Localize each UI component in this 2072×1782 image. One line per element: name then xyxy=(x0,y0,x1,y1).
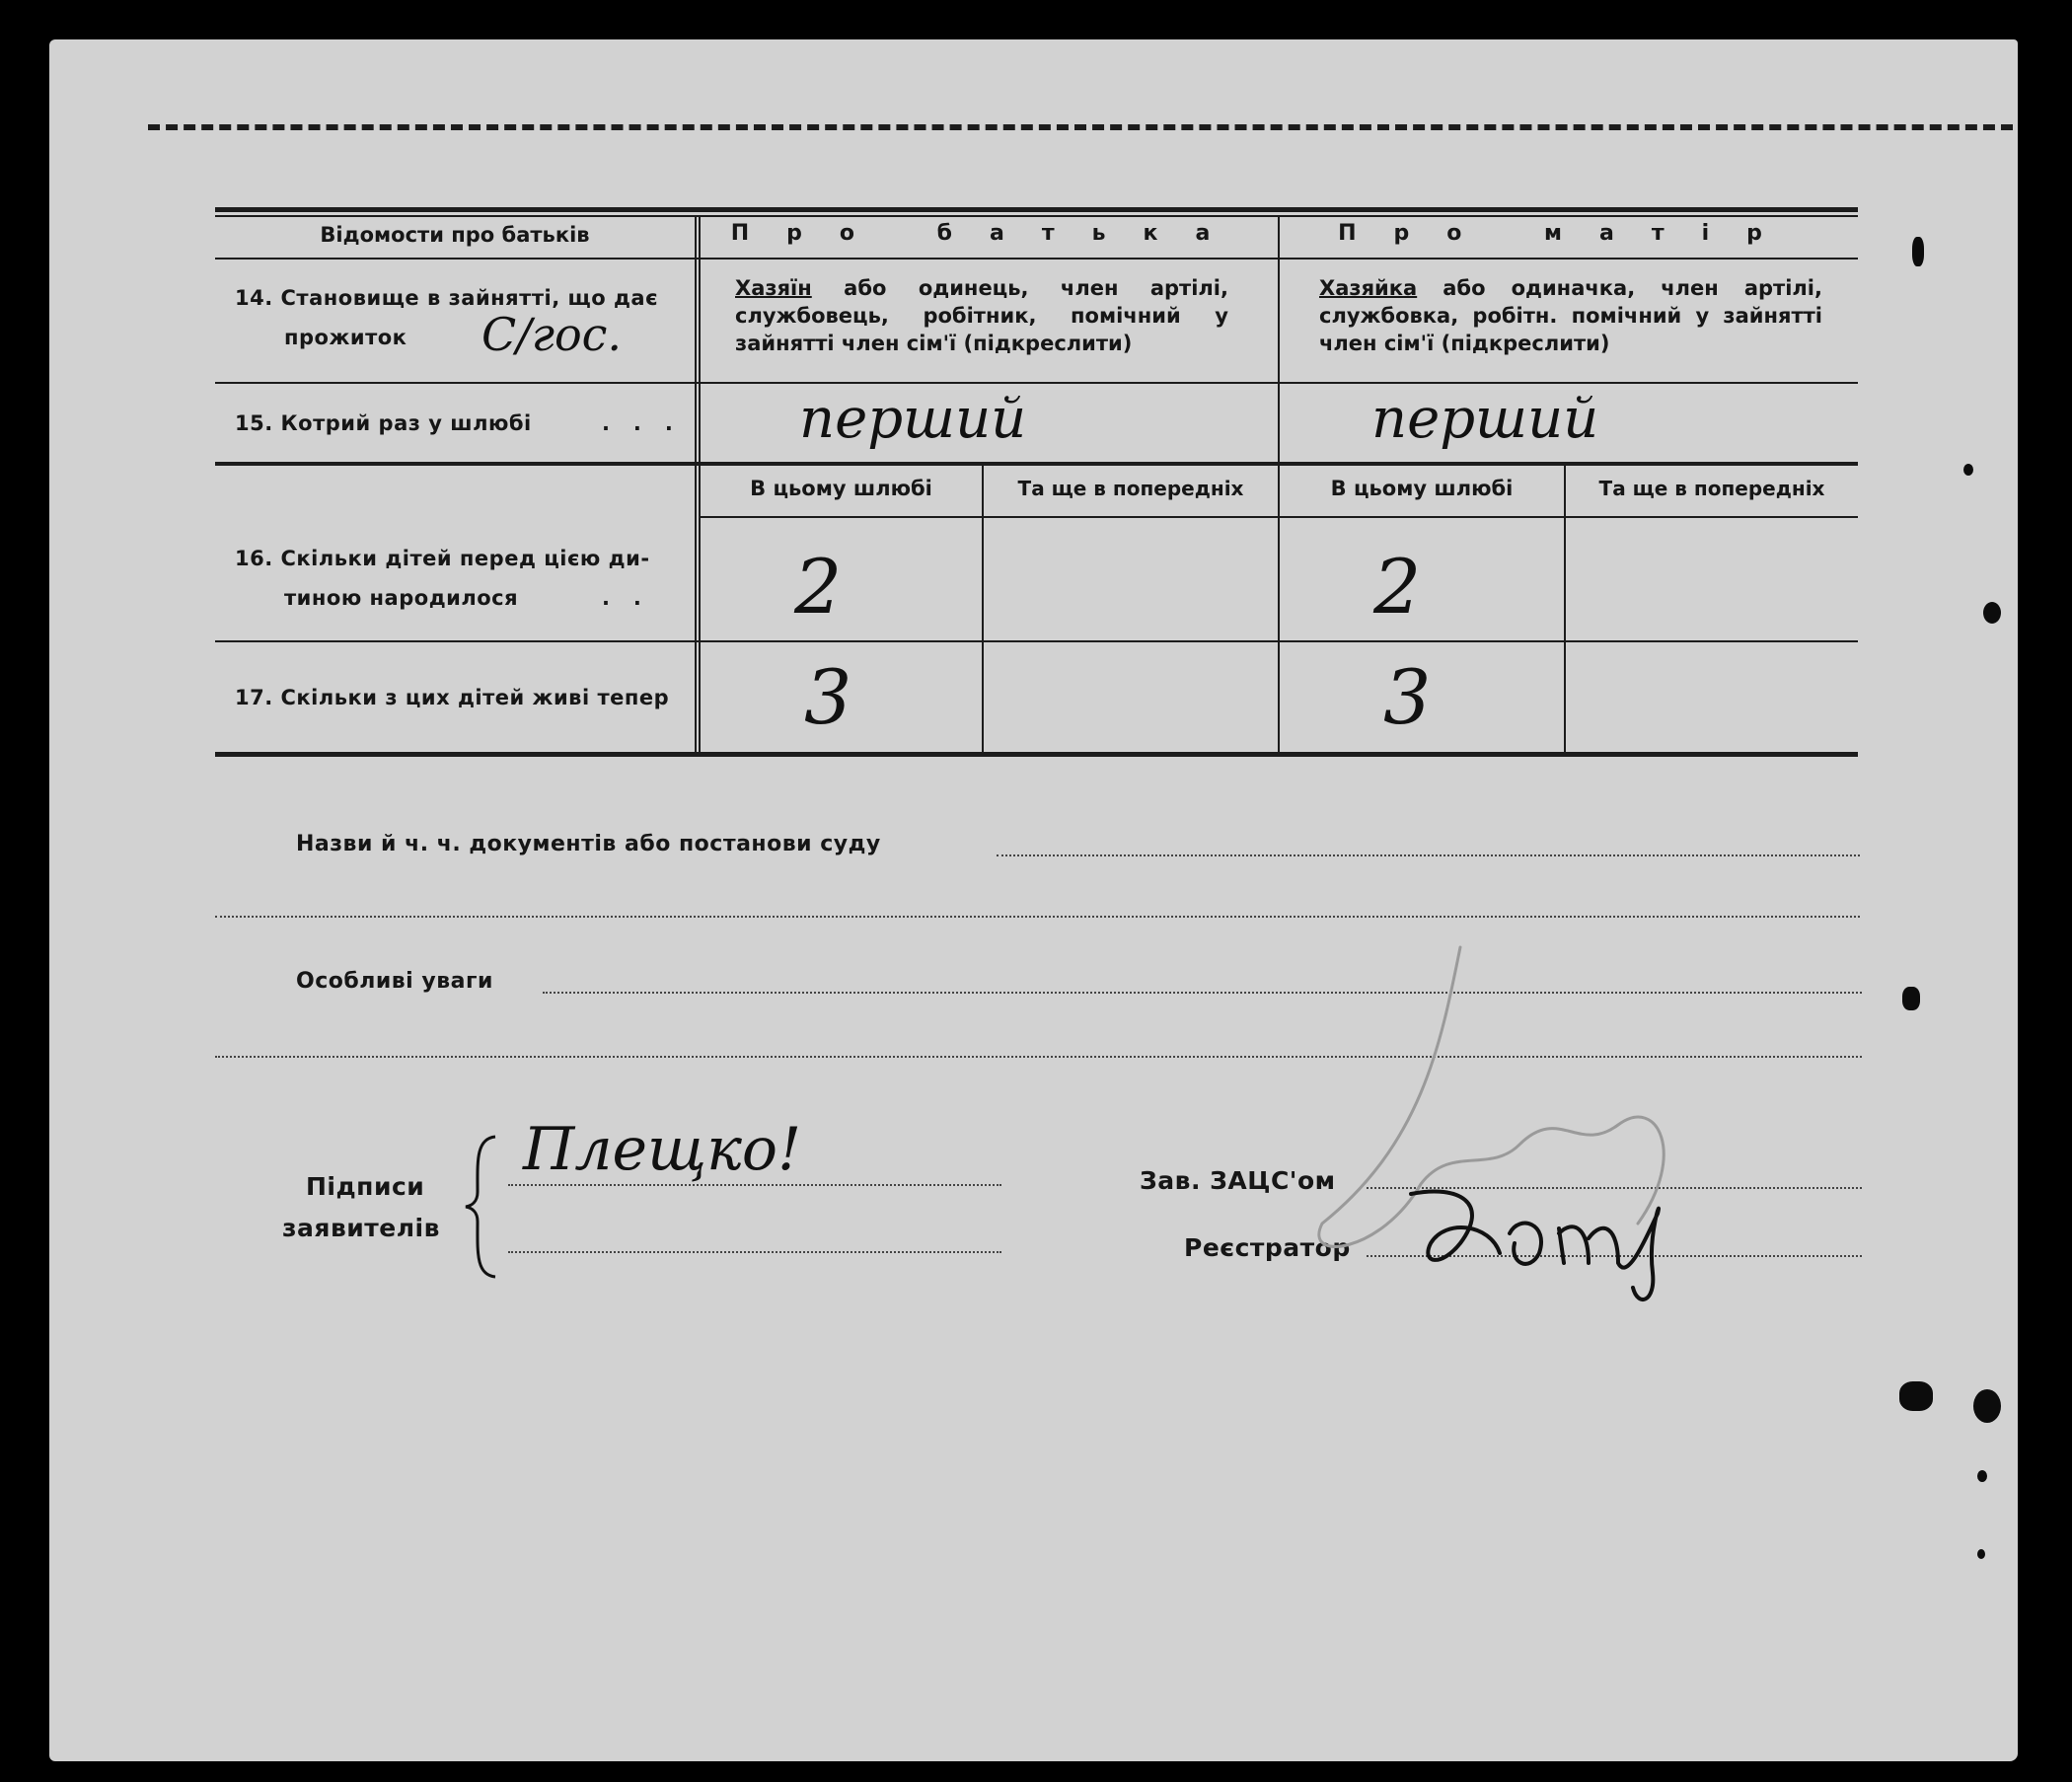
father-children-born: 2 xyxy=(794,543,843,631)
row15-label: 15. Котрий раз у шлюбі xyxy=(235,411,532,435)
table-bottom-rule xyxy=(215,752,1858,757)
remarks-label: Особливі уваги xyxy=(296,969,493,994)
col-divider-father-sub xyxy=(982,466,984,754)
row16-bottom-rule xyxy=(215,640,1858,642)
row16-label-line2: тиною народилося xyxy=(284,586,519,610)
applicant-signature: Плещко! xyxy=(523,1115,802,1184)
ink-spot xyxy=(1912,237,1924,266)
ink-spot xyxy=(1977,1549,1985,1559)
father-marriage-count: перший xyxy=(799,387,1027,451)
applicants-label-line1: Підписи xyxy=(306,1172,425,1201)
mother-occupation-options xyxy=(1319,274,1822,357)
ink-spot xyxy=(1977,1470,1987,1482)
header-bottom-rule xyxy=(215,258,1858,260)
head-of-registry-label: Зав. ЗАЦС'ом xyxy=(1140,1166,1336,1195)
ink-spot xyxy=(1973,1389,2001,1423)
table-top-rule xyxy=(215,207,1858,212)
applicant-signature-line-2 xyxy=(508,1251,1001,1253)
documents-line-1 xyxy=(997,854,1860,856)
father-occupation-options xyxy=(735,274,1228,357)
mother-this-marriage-header: В цьому шлюбі xyxy=(1330,477,1514,500)
header-info: Відомости про батьків xyxy=(320,223,590,247)
row14-label-line2: прожиток xyxy=(284,326,407,349)
row14-bottom-rule xyxy=(215,382,1858,384)
applicants-label-line2: заявителів xyxy=(282,1214,440,1242)
father-occupation-selected: Хазяїн xyxy=(735,276,812,300)
registrar-label: Реєстратор xyxy=(1184,1233,1351,1262)
mother-children-born: 2 xyxy=(1373,543,1422,631)
row15-bottom-rule xyxy=(215,462,1858,466)
col-divider-1a xyxy=(695,217,697,754)
documents-line-2 xyxy=(215,916,1860,918)
ink-spot xyxy=(1899,1381,1933,1411)
mother-children-alive: 3 xyxy=(1383,653,1432,741)
mother-occupation-selected: Хазяйка xyxy=(1319,276,1418,300)
documents-label: Назви й ч. ч. документів або постанови суду xyxy=(296,832,881,856)
father-this-marriage-header: В цьому шлюбі xyxy=(750,477,932,500)
ink-spot xyxy=(1983,602,2001,624)
row17-label: 17. Скільки з цих дітей живі тепер xyxy=(235,686,670,709)
document-page xyxy=(49,39,2018,1761)
row14-label-line1: 14. Становище в зайнятті, що дає xyxy=(235,286,659,310)
ink-spot xyxy=(1902,987,1920,1010)
applicant-signature-line-1 xyxy=(508,1184,1001,1186)
mother-previous-header: Та ще в попередніх xyxy=(1598,477,1825,500)
ink-spot xyxy=(1963,464,1973,476)
father-children-alive: 3 xyxy=(804,653,852,741)
applicants-brace xyxy=(464,1133,503,1281)
mother-marriage-count: перший xyxy=(1371,387,1599,451)
father-previous-header: Та ще в попередніх xyxy=(1017,477,1244,500)
col-divider-mother-sub xyxy=(1564,466,1566,754)
father-occupation-rest: або одинець, член артілі, службовець, робітник, помічний у зайнятті член сім'ї (підкреслити) xyxy=(735,276,1228,355)
header-father: Про батька xyxy=(730,221,1248,246)
header-mother: Про матір xyxy=(1338,221,1800,246)
row14-handwritten-value: С/гос. xyxy=(481,308,623,361)
row16-label-dots: . . xyxy=(602,586,642,610)
row16-label-line1: 16. Скільки дітей перед цією ди- xyxy=(235,547,650,570)
registrar-signature xyxy=(1401,1174,1727,1312)
mother-occupation-rest: або одиначка, член артілі, службовка, робітн. помічний у зайнятті член сім'ї (підкреслити) xyxy=(1319,276,1822,355)
row15-label-dots: . . . xyxy=(602,411,674,435)
perforation-line xyxy=(148,124,2013,130)
table-top-rule-thin xyxy=(215,215,1858,217)
